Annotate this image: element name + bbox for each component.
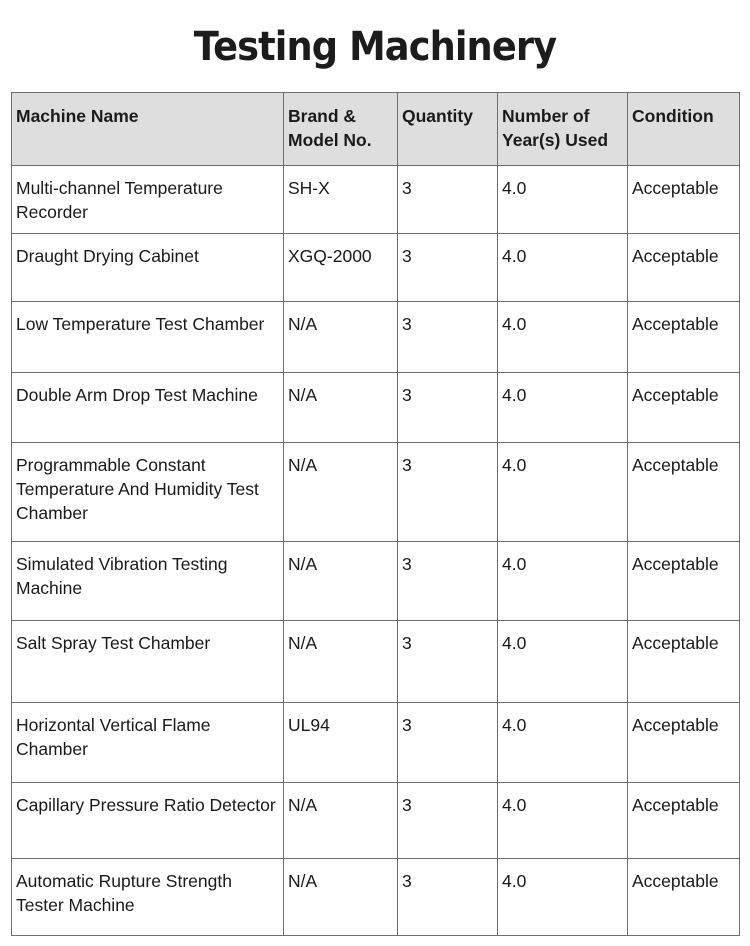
- quantity-cell: 3: [398, 783, 498, 859]
- years-cell: 4.0: [498, 621, 628, 703]
- brand-cell: N/A: [284, 302, 398, 373]
- condition-cell: Acceptable: [628, 373, 740, 443]
- table-row: [12, 443, 740, 542]
- condition-cell: Acceptable: [628, 542, 740, 621]
- header-machine-name: Machine Name: [12, 93, 284, 166]
- brand-cell: N/A: [284, 859, 398, 936]
- machine-name-cell: Multi-channel Temperature Recorder: [12, 166, 284, 234]
- machine-name-cell: Salt Spray Test Chamber: [12, 621, 284, 703]
- years-cell: 4.0: [498, 443, 628, 542]
- condition-cell: Acceptable: [628, 166, 740, 234]
- condition-cell: Acceptable: [628, 234, 740, 302]
- quantity-cell: 3: [398, 859, 498, 936]
- condition-cell: Acceptable: [628, 783, 740, 859]
- brand-cell: N/A: [284, 783, 398, 859]
- machine-name-cell: Horizontal Vertical Flame Chamber: [12, 703, 284, 783]
- table-row: [12, 859, 740, 936]
- machinery-table: [11, 92, 740, 936]
- quantity-cell: 3: [398, 542, 498, 621]
- quantity-cell: 3: [398, 373, 498, 443]
- brand-cell: SH-X: [284, 166, 398, 234]
- years-cell: 4.0: [498, 373, 628, 443]
- brand-cell: N/A: [284, 621, 398, 703]
- years-cell: 4.0: [498, 166, 628, 234]
- table-row: [12, 703, 740, 783]
- machine-name-cell: Simulated Vibration Testing Machine: [12, 542, 284, 621]
- machine-name-cell: Double Arm Drop Test Machine: [12, 373, 284, 443]
- condition-cell: Acceptable: [628, 443, 740, 542]
- machine-name-cell: Low Temperature Test Chamber: [12, 302, 284, 373]
- page-title: Testing Machinery: [193, 24, 557, 70]
- table-row: [12, 302, 740, 373]
- machine-name-cell: Programmable Constant Temperature And Humidity Test Chamber: [12, 443, 284, 542]
- table-header-row: [12, 93, 740, 166]
- quantity-cell: 3: [398, 166, 498, 234]
- quantity-cell: 3: [398, 234, 498, 302]
- header-brand-model: Brand & Model No.: [284, 93, 398, 166]
- condition-cell: Acceptable: [628, 703, 740, 783]
- brand-cell: XGQ-2000: [284, 234, 398, 302]
- machine-name-cell: Draught Drying Cabinet: [12, 234, 284, 302]
- condition-cell: Acceptable: [628, 302, 740, 373]
- machine-name-cell: Capillary Pressure Ratio Detector: [12, 783, 284, 859]
- years-cell: 4.0: [498, 703, 628, 783]
- table-row: [12, 542, 740, 621]
- machine-name-cell: Automatic Rupture Strength Tester Machine: [12, 859, 284, 936]
- table-row: [12, 166, 740, 234]
- brand-cell: N/A: [284, 542, 398, 621]
- brand-cell: UL94: [284, 703, 398, 783]
- brand-cell: N/A: [284, 373, 398, 443]
- table-row: [12, 783, 740, 859]
- header-years-used: Number of Year(s) Used: [498, 93, 628, 166]
- condition-cell: Acceptable: [628, 859, 740, 936]
- quantity-cell: 3: [398, 621, 498, 703]
- years-cell: 4.0: [498, 783, 628, 859]
- quantity-cell: 3: [398, 703, 498, 783]
- table-row: [12, 234, 740, 302]
- condition-cell: Acceptable: [628, 621, 740, 703]
- brand-cell: N/A: [284, 443, 398, 542]
- years-cell: 4.0: [498, 542, 628, 621]
- years-cell: 4.0: [498, 859, 628, 936]
- table-row: [12, 373, 740, 443]
- quantity-cell: 3: [398, 443, 498, 542]
- header-condition: Condition: [628, 93, 740, 166]
- table-row: [12, 621, 740, 703]
- header-quantity: Quantity: [398, 93, 498, 166]
- years-cell: 4.0: [498, 234, 628, 302]
- quantity-cell: 3: [398, 302, 498, 373]
- years-cell: 4.0: [498, 302, 628, 373]
